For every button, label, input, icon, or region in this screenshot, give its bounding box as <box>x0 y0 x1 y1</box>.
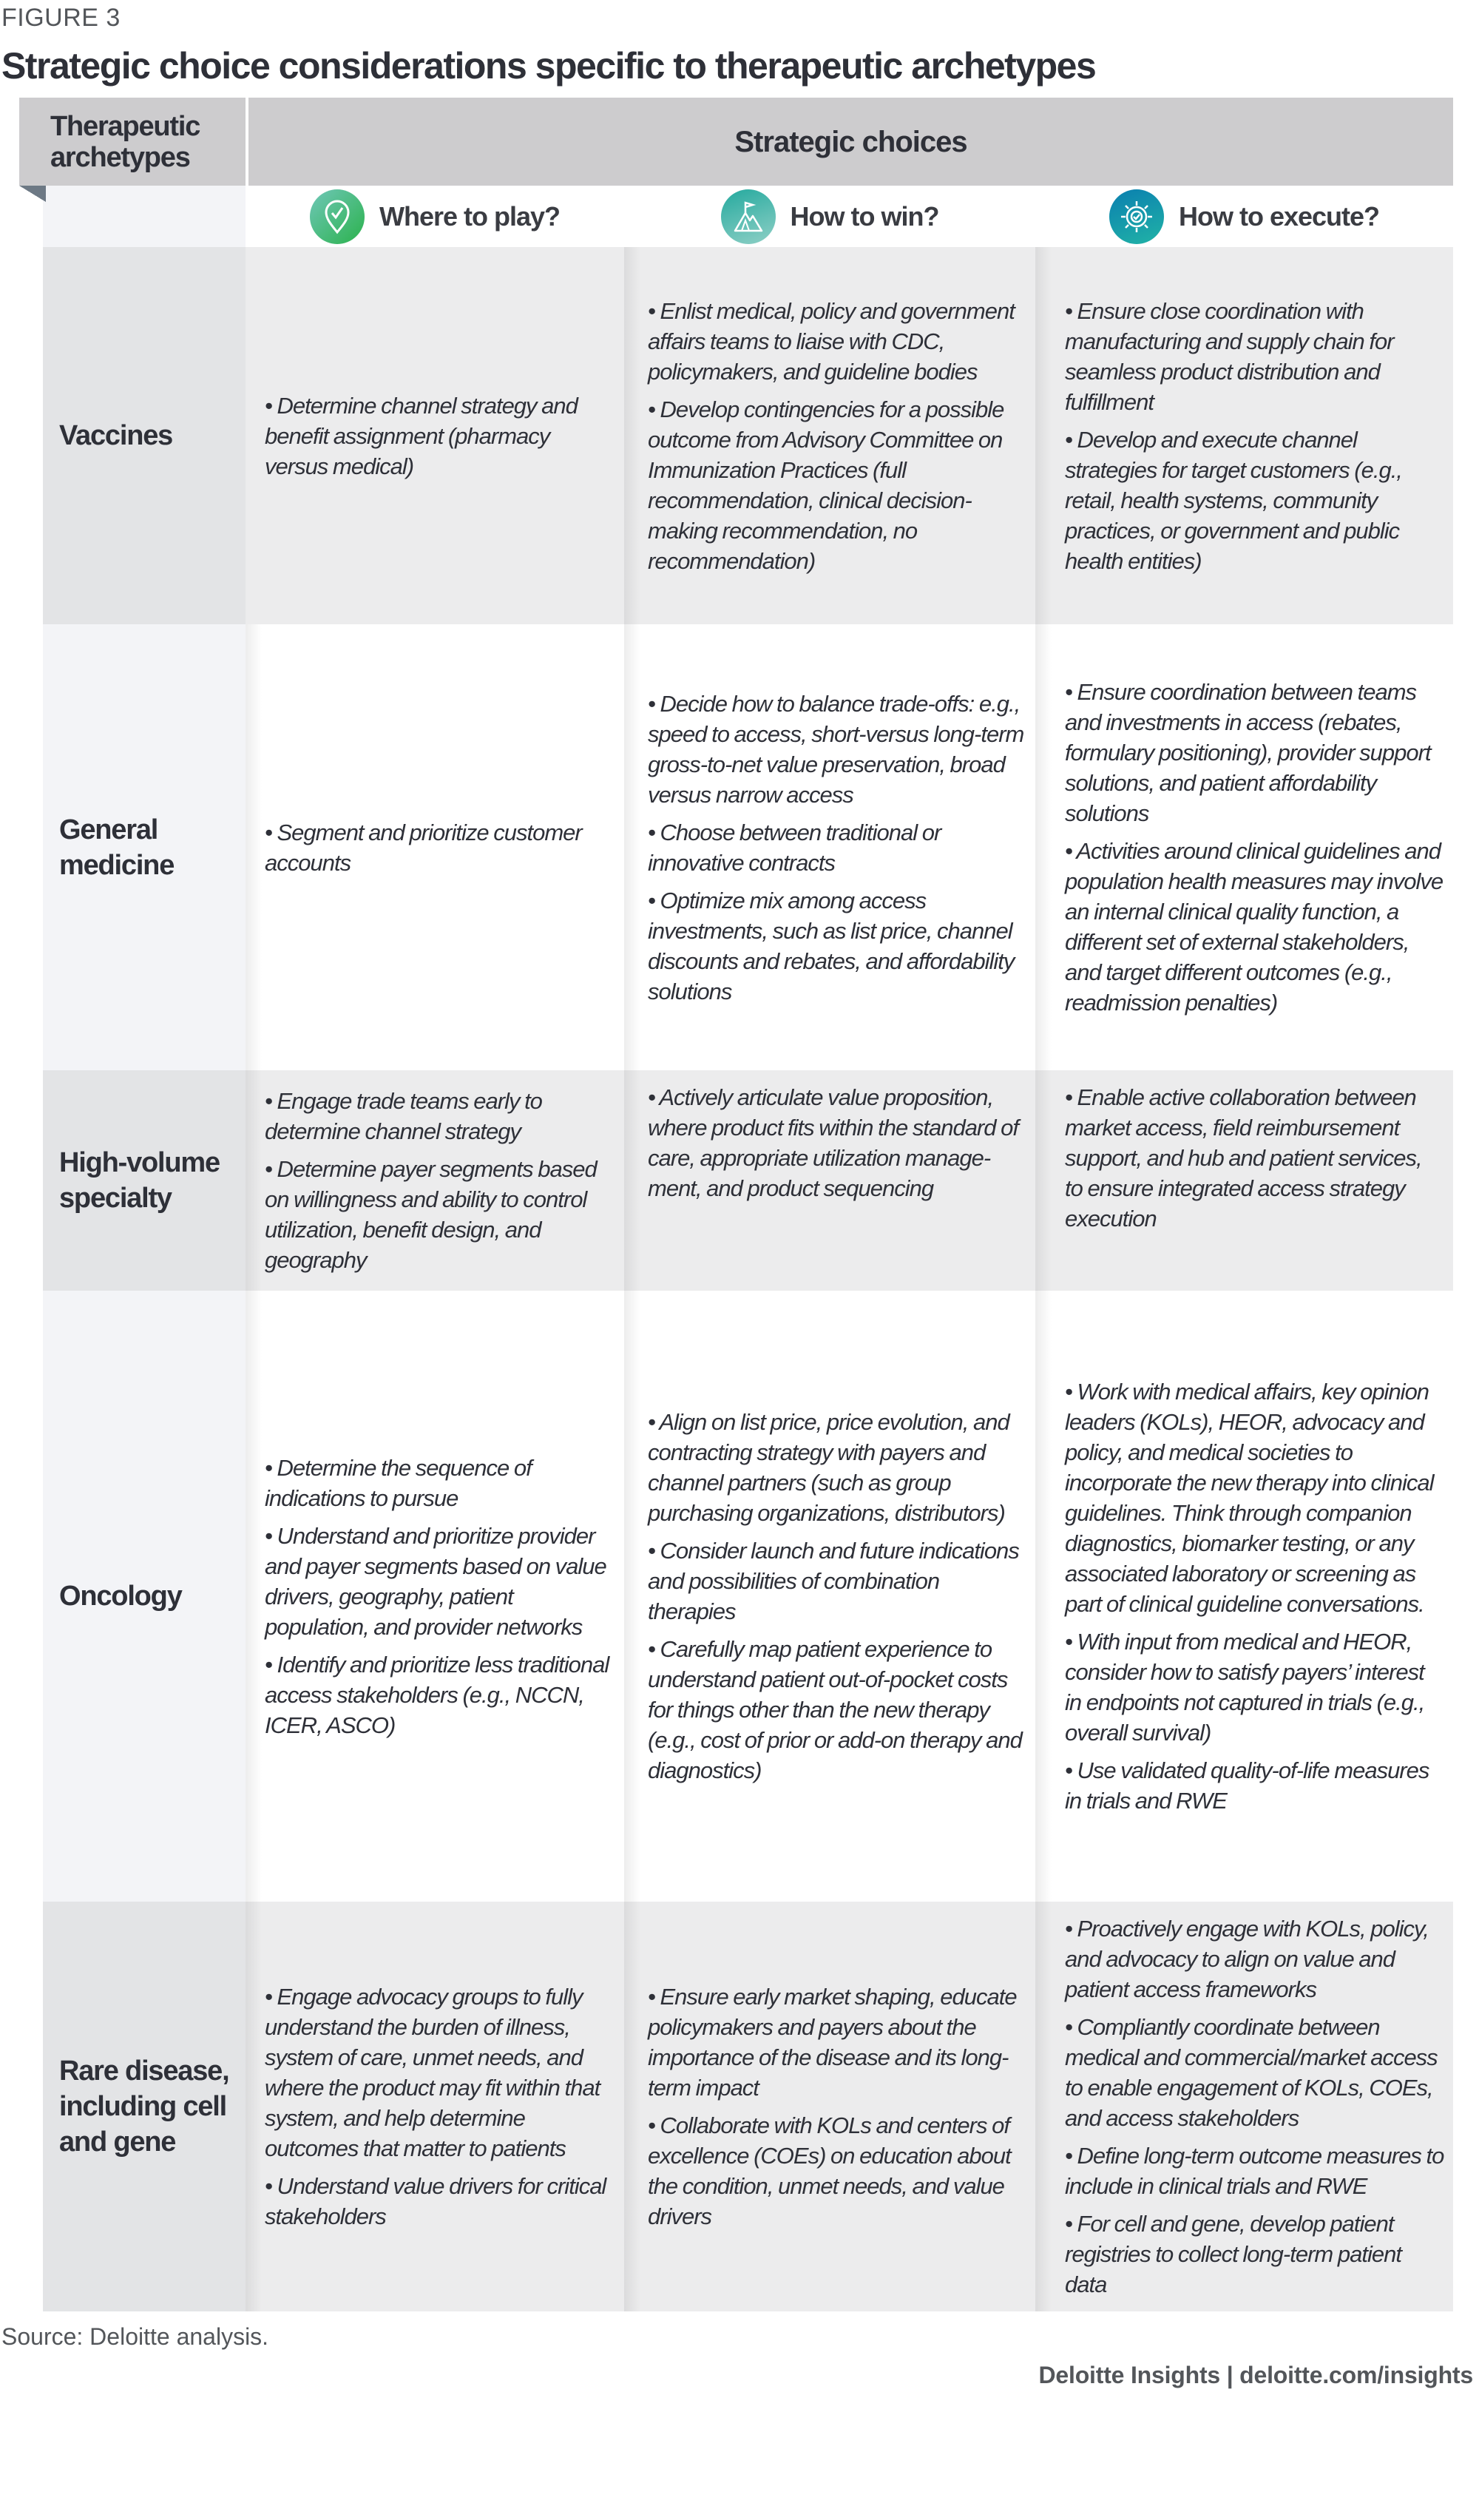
bullet-item: • Activities around clinical guidelines and population health measures may involve an internal clinical quality function, a different set of external stakeholders, and target different outcomes (e.g., readmission penalties) <box>1065 838 1444 1016</box>
archetypes-header <box>19 98 246 186</box>
strategy-table <box>19 98 1453 2311</box>
column-shadow <box>624 1291 640 1902</box>
bullet-item: • Identify and prioritize less traditional access stakeholders (e.g., NCCN, ICER, ASCO) <box>265 1651 609 1738</box>
bullet-item: • Use validated quality-of-life measures in trials and RWE <box>1065 1757 1429 1814</box>
column-header-label: Where to play? <box>379 200 561 232</box>
column-header-where-to-play <box>246 186 624 247</box>
location-check-icon <box>310 189 365 244</box>
archetype-cell-high-volume-specialty <box>43 1070 246 1291</box>
archetype-label: Rare disease, including cell and gene <box>59 2055 229 2158</box>
column-shadow <box>1035 1070 1052 1291</box>
bullet-item: • Carefully map patient experience to understand patient out-of-pocket costs for things other than the new therapy (e.g., cost of prior or add-on therapy and diagnostics) <box>648 1636 1022 1783</box>
header-fold-corner <box>19 186 46 202</box>
figure-title: Strategic choice considerations specific to therapeutic archetypes <box>1 45 1096 87</box>
column-shadow <box>1035 247 1052 624</box>
bullet-item: • Develop contingencies for a possible outcome from Advisory Committee on Immunization Practices (full recommendation, clinical decision-making recommendation, no recommendation) <box>648 396 1004 574</box>
bullet-item: • Enlist medical, policy and government affairs teams to liaise with CDC, policymakers, and guideline bodies <box>648 297 1015 385</box>
how-to-win-cell <box>624 624 1035 1070</box>
bullet-item: • Define long-term outcome measures to include in clinical trials and RWE <box>1065 2143 1444 2199</box>
bullet-item: • Compliantly coordinate between medical and commercial/market access to enable engagement of KOLs, COEs, and access stakeholders <box>1065 2014 1438 2131</box>
bullet-item: • Enable active collaboration between market access, field reimbursement support, and hub and patient services, to ensure integrated access strategy execution <box>1065 1084 1422 1232</box>
bullet-item: • With input from medical and HEOR, consider how to satisfy payers’ interest in endpoints not captured in trials (e.g., overall survival) <box>1065 1629 1425 1746</box>
column-shadow <box>246 1070 262 1291</box>
column-shadow <box>246 624 262 1070</box>
bullet-item: • Ensure close coordination with manufacturing and supply chain for seamless product distribution and fulfillment <box>1065 297 1394 415</box>
column-shadow <box>1035 624 1052 1070</box>
column-shadow <box>1035 1902 1052 2311</box>
table-header <box>19 98 1453 186</box>
bullet-item: • Understand value drivers for critical stakeholders <box>265 2173 606 2229</box>
source-note: Source: Deloitte analysis. <box>1 2323 269 2350</box>
bullet-item: • Understand and prioritize provider and payer segments based on value drivers, geography, patient population, and provider networks <box>265 1522 606 1640</box>
bullet-item: • Actively articulate value proposition, where product fits within the standard of care, appropriate utilization manage-ment, and product sequencing <box>648 1084 1018 1201</box>
bullet-item: • Engage advocacy groups to fully understand the burden of illness, system of care, unmet needs, and where the product may fit within that system, and help determine outcomes that matter to patients <box>265 1984 600 2161</box>
bullet-item: • Determine the sequence of indications to pursue <box>265 1454 532 1511</box>
how-to-win-cell <box>624 247 1035 624</box>
gear-check-icon <box>1109 189 1164 244</box>
bullet-item: • For cell and gene, develop patient registries to collect long-term patient data <box>1065 2211 1401 2297</box>
column-shadow <box>1035 1291 1052 1902</box>
bullet-item: • Segment and prioritize customer accounts <box>265 819 582 876</box>
archetype-cell-vaccines <box>43 247 246 624</box>
how-to-win-cell <box>624 1070 1035 1291</box>
bullet-item: • Align on list price, price evolution, and contracting strategy with payers and channel partners (such as group purchasing organizations, distributors) <box>648 1409 1009 1526</box>
column-header-how-to-execute <box>1035 186 1453 247</box>
bullet-item: • Ensure early market shaping, educate policymakers and payers about the importance of the disease and its long-term impact <box>648 1984 1017 2101</box>
how-to-execute-cell <box>1035 1291 1453 1902</box>
where-to-play-cell <box>246 247 624 624</box>
bullet-item: • Determine channel strategy and benefit assignment (pharmacy versus medical) <box>265 392 578 479</box>
archetype-label: Vaccines <box>59 420 173 451</box>
table-body <box>43 186 1453 2311</box>
column-shadow <box>624 1070 640 1291</box>
where-to-play-cell <box>246 1070 624 1291</box>
column-header-how-to-win <box>624 186 1035 247</box>
archetype-cell-general-medicine <box>43 624 246 1070</box>
how-to-execute-cell <box>1035 1902 1453 2311</box>
strategic-choices-header <box>248 98 1453 186</box>
column-shadow <box>246 1291 262 1902</box>
archetype-cell-rare-disease <box>43 1902 246 2311</box>
bullet-item: • Consider launch and future indications and possibilities of combination therapies <box>648 1538 1019 1624</box>
bullet-item: • Determine payer segments based on willingness and ability to control utilization, benefit design, and geography <box>265 1156 597 1273</box>
bullet-item: • Choose between traditional or innovative contracts <box>648 819 941 876</box>
figure-label: FIGURE 3 <box>1 4 121 32</box>
archetypes-header-label: Therapeutic archetypes <box>50 110 200 173</box>
column-shadow <box>246 1902 262 2311</box>
column-shadow <box>624 247 640 624</box>
where-to-play-cell <box>246 1902 624 2311</box>
how-to-execute-cell <box>1035 247 1453 624</box>
archetype-label: High-volume specialty <box>59 1147 220 1214</box>
how-to-win-cell <box>624 1902 1035 2311</box>
bullet-item: • Work with medical affairs, key opinion leaders (KOLs), HEOR, advocacy and policy, and medical societies to incorporate the new therapy into clinical guidelines. Think through companion diagnostics, biomarker testing, or any associated laboratory or screening as part of clinical guideline conversations. <box>1065 1379 1434 1617</box>
archetype-cell-oncology <box>43 1291 246 1902</box>
bullet-item: • Collaborate with KOLs and centers of excellence (COEs) on education about the condition, unmet needs, and value drivers <box>648 2112 1011 2229</box>
where-to-play-cell <box>246 1291 624 1902</box>
strategic-choices-label: Strategic choices <box>734 125 967 158</box>
bullet-item: • Ensure coordination between teams and investments in access (rebates, formulary positioning), provider support solutions, and patient affordability solutions <box>1065 679 1431 826</box>
archetype-label: General medicine <box>59 814 175 881</box>
publisher-credit: Deloitte Insights | deloitte.com/insights <box>1038 2362 1473 2388</box>
bullet-item: • Optimize mix among access investments, such as list price, channel discounts and rebates, and affordability solutions <box>648 887 1015 1004</box>
how-to-execute-cell <box>1035 1070 1453 1291</box>
subheader-blank <box>43 186 246 247</box>
where-to-play-cell <box>246 624 624 1070</box>
column-shadow <box>624 1902 640 2311</box>
how-to-execute-cell <box>1035 624 1453 1070</box>
how-to-win-cell <box>624 1291 1035 1902</box>
bullet-item: • Engage trade teams early to determine channel strategy <box>265 1088 542 1144</box>
mountain-flag-icon <box>721 189 776 244</box>
column-header-label: How to execute? <box>1178 200 1380 232</box>
column-header-label: How to win? <box>790 200 939 232</box>
bullet-item: • Proactively engage with KOLs, policy, and advocacy to align on value and patient access frameworks <box>1065 1916 1429 2002</box>
column-shadow <box>624 624 640 1070</box>
bullet-item: • Decide how to balance trade-offs: e.g., speed to access, short-versus long-term gross-to-net value preservation, broad versus narrow access <box>648 690 1024 808</box>
bullet-item: • Develop and execute channel strategies for target customers (e.g., retail, health systems, community practices, or government and public health entities) <box>1065 426 1402 574</box>
archetype-label: Oncology <box>59 1581 182 1612</box>
